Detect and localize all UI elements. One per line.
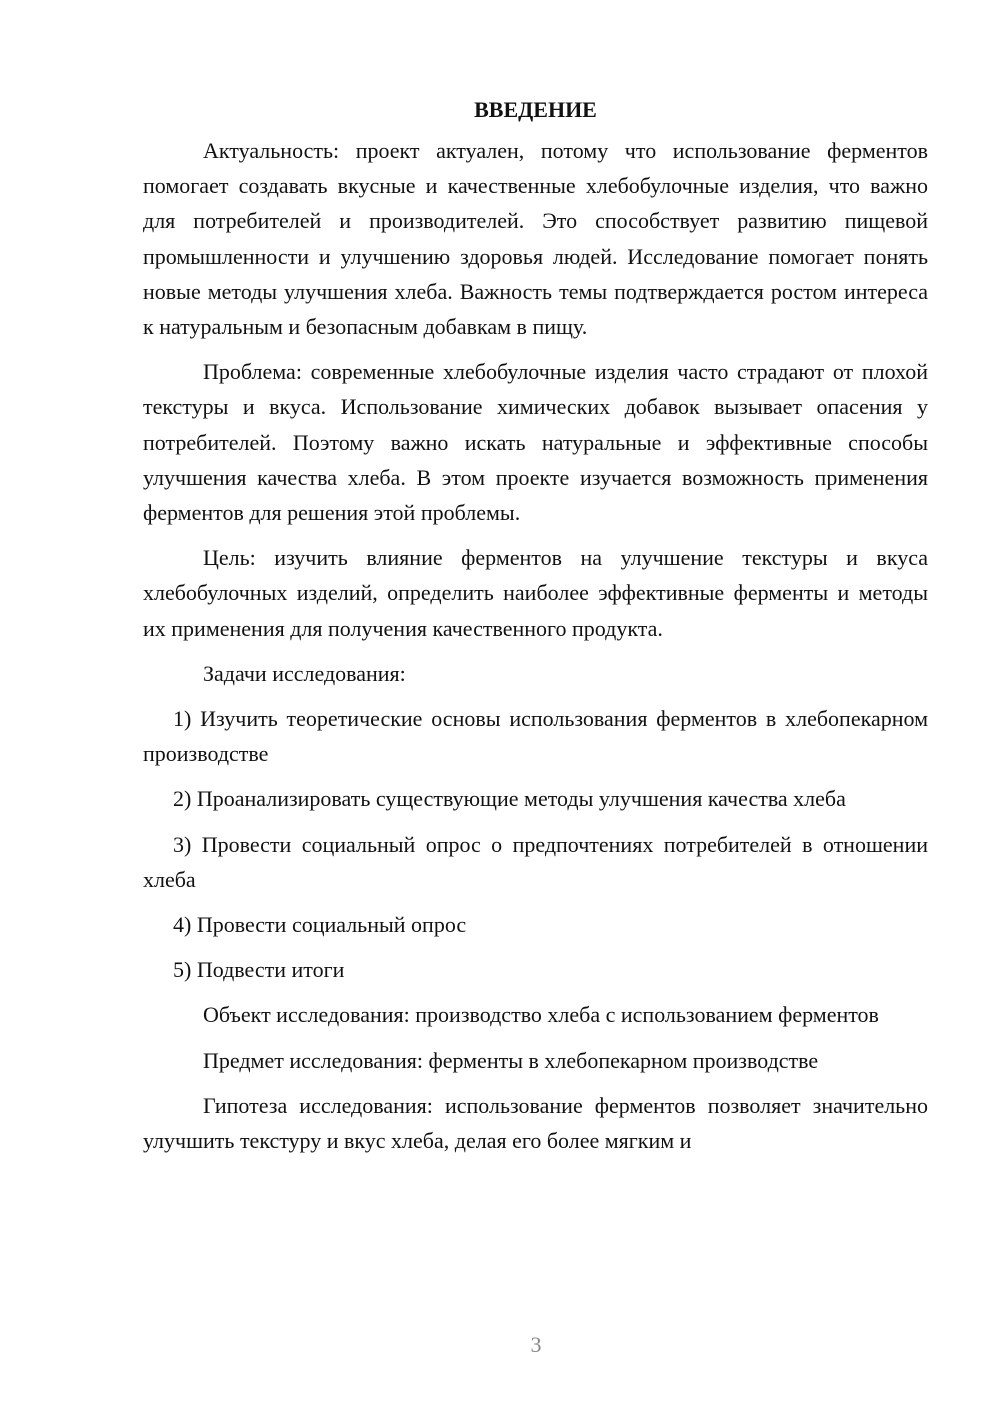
tasks-list bbox=[143, 701, 928, 987]
list-item: 2) Проанализировать существующие методы улучшения качества хлеба bbox=[173, 786, 846, 812]
tasks-title: Задачи исследования: bbox=[203, 660, 406, 686]
list-item: 1) Изучить теоретические основы использования ферментов в хлебопекарном производстве bbox=[143, 706, 928, 767]
problem-paragraph: Проблема: современные хлебобулочные изделия часто страдают от плохой текстуры и вкуса. Использование химических добавок вызывает опасения у потребителей. Поэтому важно искать натуральные и эффективные способы улучшения качества хлеба. В этом проекте изучается возможность применения ферментов для решения этой проблемы. bbox=[143, 359, 928, 526]
subject-paragraph: Предмет исследования: ферменты в хлебопекарном производстве bbox=[203, 1047, 819, 1073]
list-item: 3) Провести социальный опрос о предпочтениях потребителей в отношении хлеба bbox=[143, 831, 928, 892]
hypothesis-paragraph: Гипотеза исследования: использование ферментов позволяет значительно улучшить текстуру и вкус хлеба, делая его более мягким и bbox=[143, 1092, 928, 1154]
list-item: 5) Подвести итоги bbox=[173, 957, 345, 983]
page-number: 3 bbox=[530, 1332, 542, 1357]
document-page bbox=[143, 92, 928, 1168]
object-paragraph: Объект исследования: производство хлеба с использованием ферментов bbox=[203, 1002, 879, 1028]
section-heading: ВВЕДЕНИЕ bbox=[474, 97, 597, 122]
list-item: 4) Провести социальный опрос bbox=[173, 912, 467, 938]
relevance-paragraph: Актуальность: проект актуален, потому что использование ферментов помогает создавать вкусные и качественные хлебобулочные изделия, что важно для потребителей и производителей. Это способствует развитию пищевой промышленности и улучшению здоровья людей. Исследование помогает понять новые методы улучшения хлеба. Важность темы подтверждается ростом интереса к натуральным и безопасным добавкам в пищу. bbox=[143, 138, 928, 340]
goal-paragraph: Цель: изучить влияние ферментов на улучшение текстуры и вкуса хлебобулочных изделий, определить наиболее эффективные ферменты и методы их применения для получения качественного продукта. bbox=[143, 545, 928, 641]
